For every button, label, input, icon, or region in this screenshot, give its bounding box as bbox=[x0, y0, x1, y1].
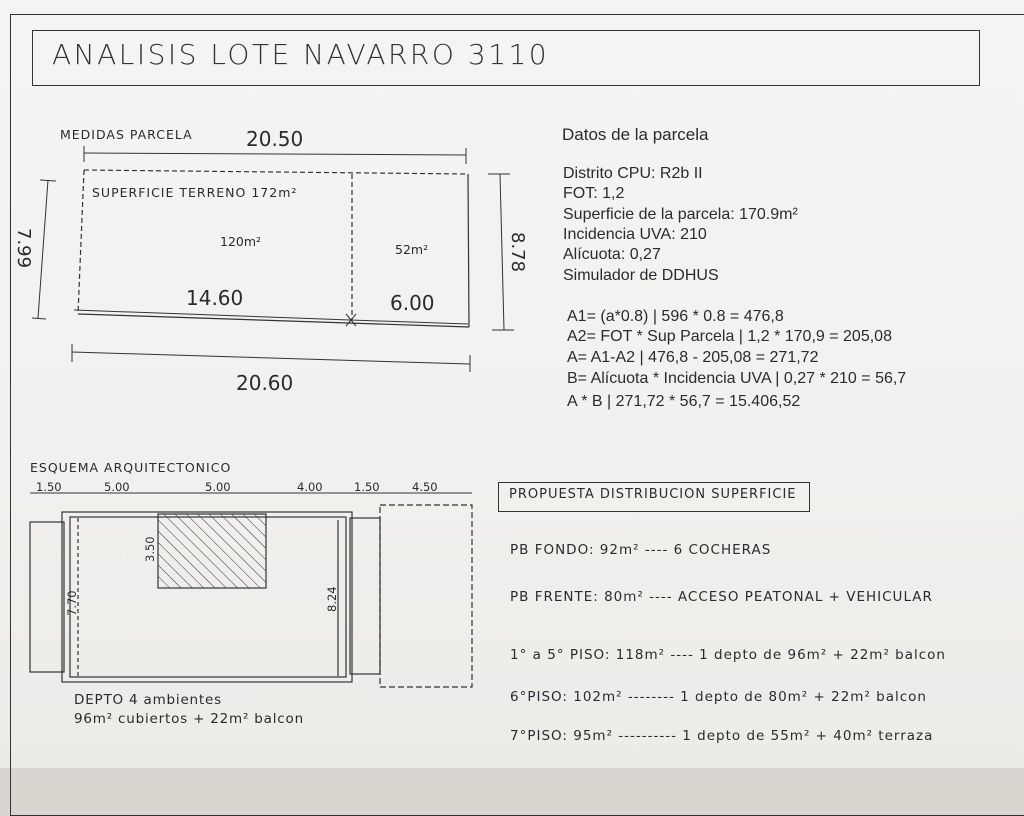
datos-line: Incidencia UVA: 210 bbox=[563, 226, 707, 243]
dim-left: 7.99 bbox=[13, 228, 34, 269]
esquema-dim-5: 1.50 bbox=[354, 480, 380, 494]
front-setback bbox=[380, 505, 472, 687]
esquema-dims bbox=[36, 480, 438, 494]
dim-height-right: 8.24 bbox=[325, 586, 339, 612]
distribution-line: 6°PISO: 102m² -------- 1 depto de 80m² + 22m² balcon bbox=[510, 689, 927, 705]
area-left: 120m² bbox=[220, 234, 262, 249]
dim-top: 20.50 bbox=[246, 127, 304, 151]
area-right: 52m² bbox=[395, 242, 429, 257]
esquema-dim-3: 5.00 bbox=[205, 480, 231, 494]
parcel-edge-left bbox=[78, 170, 84, 314]
esquema-dim-1: 1.50 bbox=[36, 480, 62, 494]
distribution-line: PB FONDO: 92m² ---- 6 COCHERAS bbox=[510, 542, 772, 558]
core-hatched bbox=[158, 514, 266, 588]
propuesta-heading: PROPUESTA DISTRIBUCION SUPERFICIE bbox=[509, 487, 797, 502]
dim-core: 3.50 bbox=[143, 536, 157, 562]
esquema-dim-6: 4.50 bbox=[412, 480, 438, 494]
esquema-caption-2: 96m² cubiertos + 22m² balcon bbox=[74, 711, 304, 727]
dim-height-left: 7.70 bbox=[65, 590, 79, 616]
esquema-dim-4: 4.00 bbox=[297, 480, 323, 494]
datos-line: Superficie de la parcela: 170.9m² bbox=[563, 206, 798, 223]
distribution-line: 7°PISO: 95m² ---------- 1 depto de 55m² + 40m² terraza bbox=[510, 728, 934, 744]
floor-plan bbox=[30, 505, 472, 687]
formula-line: A1= (a*0.8) | 596 * 0.8 = 476,8 bbox=[567, 308, 784, 325]
esquema-dim-2: 5.00 bbox=[104, 480, 130, 494]
dim-seg-left: 14.60 bbox=[186, 286, 244, 310]
dim-bottom: 20.60 bbox=[236, 371, 294, 395]
dim-bottom-line bbox=[72, 344, 470, 372]
dim-right: 8.78 bbox=[507, 232, 528, 273]
datos-line: Distrito CPU: R2b II bbox=[563, 165, 703, 182]
formula-line: A * B | 271,72 * 56,7 = 15.406,52 bbox=[567, 393, 801, 410]
parcel-edge-top bbox=[84, 170, 468, 174]
datos-line: Simulador de DDHUS bbox=[563, 267, 719, 284]
dim-left-line bbox=[32, 180, 56, 319]
parcel-edge-bottom bbox=[78, 314, 469, 327]
balcony-left bbox=[30, 522, 64, 672]
balcony-right bbox=[350, 518, 380, 674]
formula-line: A2= FOT * Sup Parcela | 1,2 * 170,9 = 205,08 bbox=[567, 328, 892, 345]
dim-seg-right: 6.00 bbox=[390, 291, 435, 315]
datos-line: Alícuota: 0,27 bbox=[563, 246, 661, 263]
esquema-caption-1: DEPTO 4 ambientes bbox=[74, 692, 222, 708]
distribution-line: PB FRENTE: 80m² ---- ACCESO PEATONAL + VEHICULAR bbox=[510, 589, 933, 605]
formula-line: B= Alícuota * Incidencia UVA | 0,27 * 210 = 56,7 bbox=[567, 370, 907, 387]
superficie-label: SUPERFICIE TERRENO 172m² bbox=[92, 185, 298, 200]
parcel-edge-right bbox=[468, 174, 469, 327]
parcela-heading: MEDIDAS PARCELA bbox=[60, 127, 193, 142]
datos-line: FOT: 1,2 bbox=[563, 185, 625, 202]
formula-line: A= A1-A2 | 476,8 - 205,08 = 271,72 bbox=[567, 349, 819, 366]
distribution-line: 1° a 5° PISO: 118m² ---- 1 depto de 96m² + 22m² balcon bbox=[510, 647, 946, 663]
datos-heading: Datos de la parcela bbox=[562, 125, 709, 144]
esquema-heading: ESQUEMA ARQUITECTONICO bbox=[30, 460, 232, 475]
document-title: ANALISIS LOTE NAVARRO 3110 bbox=[52, 38, 550, 71]
